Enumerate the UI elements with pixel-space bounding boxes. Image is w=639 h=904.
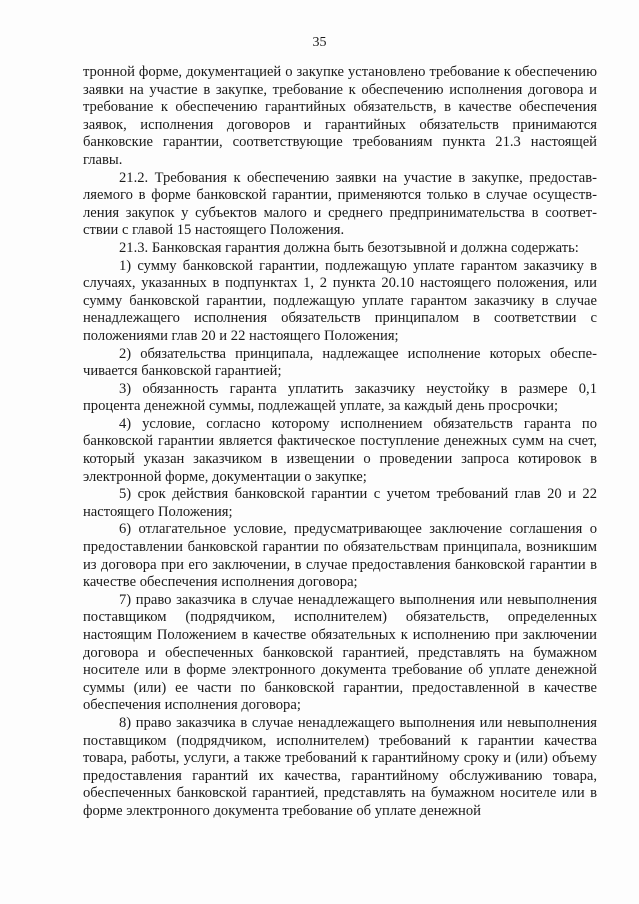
list-item-8: 8) право заказчика в случае ненадлежащего выполнения или невыполнения поставщиком (подрядчиком, исполнителем) требований к гарантии качества товара, работы, услуги, а также требований к гарантийному сроку и (или) объему предоставления гарантий их качества, гарантийному обслуживанию товара, обеспеченных банковской гарантией, представлять на бумажном носителе или в форме электронного документа требование об уплате денежной [83,714,597,819]
list-item-2: 2) обязательства принципала, надлежащее исполнение которых обеспечивается банковской гарантией; [83,345,597,380]
paragraph-21-3: 21.3. Банковская гарантия должна быть безотзывной и должна содержать: [119,239,579,256]
paragraph-continuation: тронной форме, документацией о закупке установлено требование к обеспечению заявки на участие в закупке, требование к обеспечению исполнения договора и требование к обеспечению гарантийных обязательств, в качестве обеспечения заявок, исполнения договоров и гарантийных обязательств принимаются банковские гарантии, соответствующие требованиям пункта 21.3 настоящей главы. [83,64,597,168]
list-item-5: 5) срок действия банковской гарантии с учетом требований глав 20 и 22 настоящего Положения; [83,486,597,520]
list-item-3: 3) обязанность гаранта уплатить заказчику неустойку в размере 0,1 процента денежной суммы, подлежащей уплате, за каждый день просрочки; [83,380,597,415]
list-item-6: 6) отлагательное условие, предусматривающее заключение соглашения о предоставлении банковской гарантии по обязательствам принципала, возникшим из договора при его заключении, в случае предоставления банковской гарантии в качестве обеспечения исполнения договора; [83,521,597,591]
list-item-4: 4) условие, согласно которому исполнением обязательств гаранта по банковской гарантии является фактическое поступление денежных сумм на счет, который указан заказчиком в извещении о проведении запроса котировок в электронной форме, документации о закупке; [83,415,597,485]
list-item-1: 1) сумму банковской гарантии, подлежащую уплате гарантом заказчику в случаях, указанных в подпунктах 1, 2 пункта 20.10 настоящего положения, или сумму банковской гарантии, подлежащую уплате гарантом заказчику в случае ненадлежащего исполнения обязательств принципалом в соответствии с положениями глав 20 и 22 настоящего Положения; [83,257,597,344]
paragraph-21-2: 21.2. Требования к обеспечению заявки на участие в закупке, предоставляемого в форме банковской гарантии, применяются только в случае осуществления закупок у субъектов малого и среднего предпринимательства в соответствии с главой 15 настоящего Положения. [83,169,597,239]
page-number: 35 [312,35,327,50]
list-item-7: 7) право заказчика в случае ненадлежащего выполнения или невыполнения поставщиком (подрядчиком, исполнителем) обязательств, определенных настоящим Положением в качестве обязательных к исполнению при заключении договора и обеспеченных банковской гарантией, представлять на бумажном носителе или в форме электронного документа требование об уплате денежной суммы (или) ее части по банковской гарантии, предоставленной в качестве обеспечения исполнения договора; [83,591,597,714]
document-body [83,64,597,821]
